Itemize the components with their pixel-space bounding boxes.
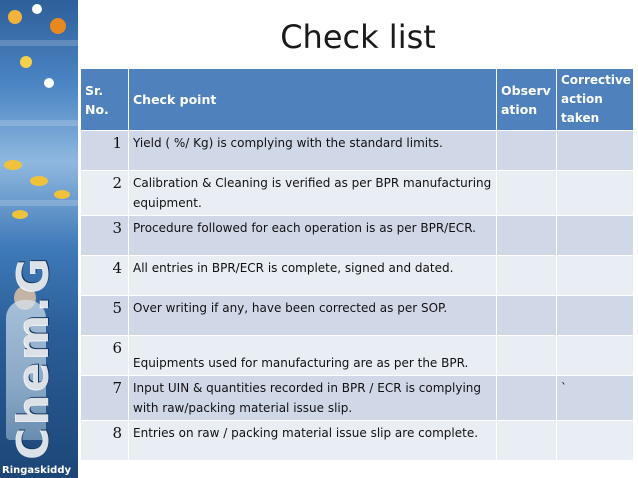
- table-row: [81, 216, 634, 256]
- table-row: [81, 376, 634, 421]
- table-row: [81, 421, 634, 461]
- row-observation-cell: [497, 256, 557, 296]
- table-row: [81, 336, 634, 376]
- header-corrective-line3: taken: [561, 111, 600, 125]
- row-corrective-cell: [557, 421, 634, 461]
- row-observation-cell: [497, 421, 557, 461]
- row-observation-cell: [497, 216, 557, 256]
- row-check-point: Equipments used for manufacturing are as per the BPR.: [129, 336, 497, 376]
- row-check-point: Over writing if any, have been corrected as per SOP.: [129, 296, 497, 336]
- molecule-icon: [8, 10, 22, 24]
- row-corrective-cell: [557, 256, 634, 296]
- header-sr-line2: No.: [85, 101, 109, 117]
- banner-vertical-word: Chem.G: [8, 255, 59, 460]
- table-row: [81, 131, 634, 171]
- row-check-point: Yield ( %/ Kg) is complying with the standard limits.: [129, 131, 497, 171]
- row-corrective-cell: [557, 216, 634, 256]
- row-sr-number: 3: [81, 216, 129, 256]
- molecule-icon: [44, 78, 54, 88]
- row-corrective-cell: [557, 296, 634, 336]
- row-check-point: Calibration & Cleaning is verified as per BPR manufacturing equipment.: [129, 171, 497, 216]
- checklist-table: [80, 68, 634, 461]
- row-sr-number: 2: [81, 171, 129, 216]
- row-sr-number: 7: [81, 376, 129, 421]
- header-check-point: Check point: [129, 69, 497, 131]
- row-observation-cell: [497, 296, 557, 336]
- row-observation-cell: [497, 336, 557, 376]
- header-sr-no: [81, 69, 129, 131]
- row-corrective-cell: [557, 336, 634, 376]
- table-header-row: [81, 69, 634, 131]
- row-corrective-cell: [557, 131, 634, 171]
- header-observation-line2: ation: [501, 101, 538, 117]
- row-check-point: All entries in BPR/ECR is complete, signed and dated.: [129, 256, 497, 296]
- pill-icon: [4, 160, 22, 170]
- row-corrective-cell: [557, 171, 634, 216]
- row-corrective-cell: `: [557, 376, 634, 421]
- molecule-icon: [50, 18, 66, 34]
- row-observation-cell: [497, 131, 557, 171]
- row-check-point: Entries on raw / packing material issue slip are complete.: [129, 421, 497, 461]
- molecule-icon: [20, 56, 32, 68]
- table-row: [81, 256, 634, 296]
- row-sr-number: 6: [81, 336, 129, 376]
- banner-caption: Ringaskiddy: [2, 465, 72, 476]
- header-corrective-line1: Corrective: [561, 73, 631, 87]
- row-sr-number: 4: [81, 256, 129, 296]
- header-observation: [497, 69, 557, 131]
- molecule-icon: [32, 4, 42, 14]
- row-check-point: Procedure followed for each operation is as per BPR/ECR.: [129, 216, 497, 256]
- row-sr-number: 5: [81, 296, 129, 336]
- header-corrective-action: [557, 69, 634, 131]
- pill-icon: [54, 190, 70, 199]
- header-observation-line1: Observ: [501, 82, 551, 98]
- pill-icon: [12, 210, 28, 219]
- table-row: [81, 171, 634, 216]
- header-corrective-line2: action: [561, 92, 603, 106]
- side-banner-image: [0, 0, 78, 478]
- row-sr-number: 1: [81, 131, 129, 171]
- slide-title: Check list: [280, 18, 436, 56]
- row-check-point: Input UIN & quantities recorded in BPR / ECR is complying with raw/packing material issue slip.: [129, 376, 497, 421]
- pill-icon: [30, 176, 48, 186]
- row-sr-number: 8: [81, 421, 129, 461]
- row-observation-cell: [497, 171, 557, 216]
- row-observation-cell: [497, 376, 557, 421]
- header-sr-line1: Sr.: [85, 82, 104, 98]
- table-row: [81, 296, 634, 336]
